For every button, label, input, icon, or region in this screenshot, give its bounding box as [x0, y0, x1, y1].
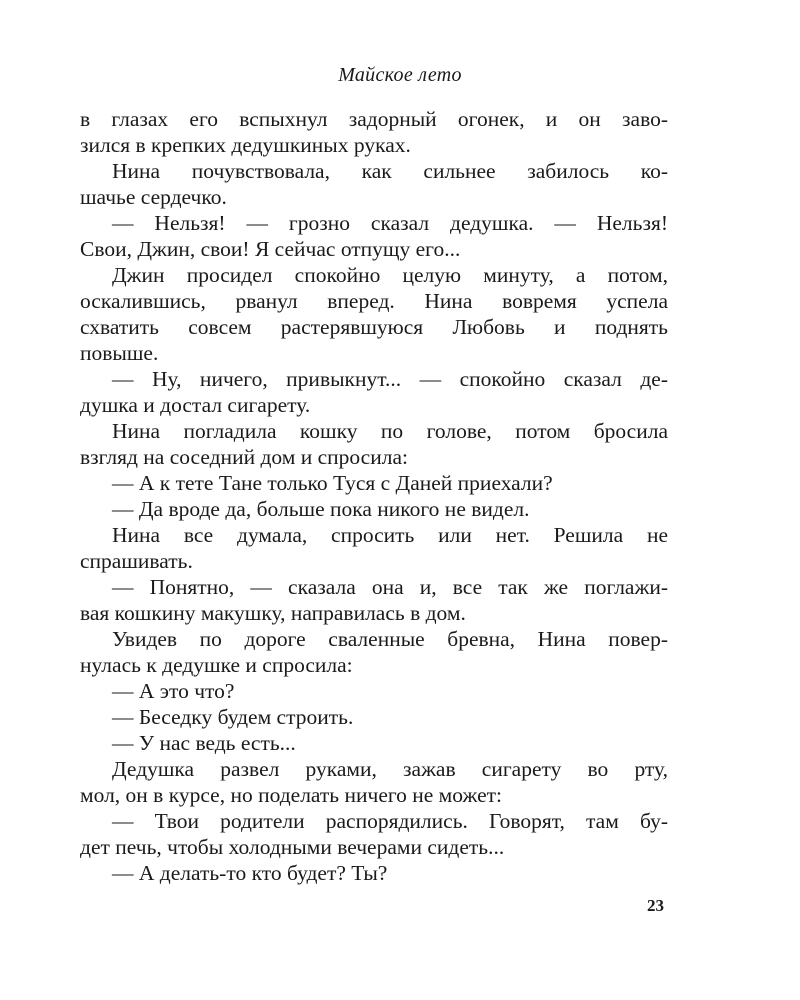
- text-line: — Ну, ничего, привыкнут... — спокойно сказал де-: [112, 367, 668, 391]
- body-text: [80, 106, 668, 886]
- text-line: Увидев по дороге сваленные бревна, Нина повер-: [112, 627, 668, 651]
- page-number: 23: [647, 896, 664, 915]
- text-line: Свои, Джин, свои! Я сейчас отпущу его...: [80, 237, 461, 261]
- text-line: зился в крепких дедушкиных руках.: [80, 133, 411, 157]
- text-line: — Нельзя! — грозно сказал дедушка. — Нельзя!: [112, 211, 668, 235]
- text-line: дет печь, чтобы холодными вечерами сидеть...: [80, 835, 505, 859]
- text-line: — Да вроде да, больше пока никого не видел.: [112, 497, 530, 521]
- text-line: — А к тете Тане только Туся с Даней приехали?: [112, 471, 553, 495]
- text-line: взгляд на соседний дом и спросила:: [80, 445, 408, 469]
- text-line: мол, он в курсе, но поделать ничего не может:: [80, 783, 502, 807]
- text-line: — А делать-то кто будет? Ты?: [112, 861, 388, 885]
- text-line: шачье сердечко.: [80, 185, 227, 209]
- text-line: — У нас ведь есть...: [112, 731, 296, 755]
- text-line: нулась к дедушке и спросила:: [80, 653, 353, 677]
- running-head: Майское лето: [338, 64, 462, 86]
- text-line: Нина погладила кошку по голове, потом бросила: [112, 419, 668, 443]
- text-line: душка и достал сигарету.: [80, 393, 311, 417]
- text-line: схватить совсем растерявшуюся Любовь и поднять: [80, 315, 668, 339]
- text-line: Нина все думала, спросить или нет. Решила не: [112, 523, 668, 547]
- text-line: Джин просидел спокойно целую минуту, а потом,: [112, 263, 668, 287]
- text-line: Дедушка развел руками, зажав сигарету во рту,: [112, 757, 668, 781]
- text-line: — Понятно, — сказала она и, все так же поглажи-: [112, 575, 668, 599]
- text-line: — А это что?: [112, 679, 235, 703]
- text-line: — Беседку будем строить.: [112, 705, 354, 729]
- text-line: спрашивать.: [80, 549, 193, 573]
- text-line: в глазах его вспыхнул задорный огонек, и он заво-: [80, 107, 668, 131]
- text-line: — Твои родители распорядились. Говорят, там бу-: [112, 809, 668, 833]
- text-line: оскалившись, рванул вперед. Нина вовремя успела: [80, 289, 668, 313]
- text-line: повыше.: [80, 341, 159, 365]
- text-line: Нина почувствовала, как сильнее забилось ко-: [112, 159, 668, 183]
- text-line: вая кошкину макушку, направилась в дом.: [80, 601, 466, 625]
